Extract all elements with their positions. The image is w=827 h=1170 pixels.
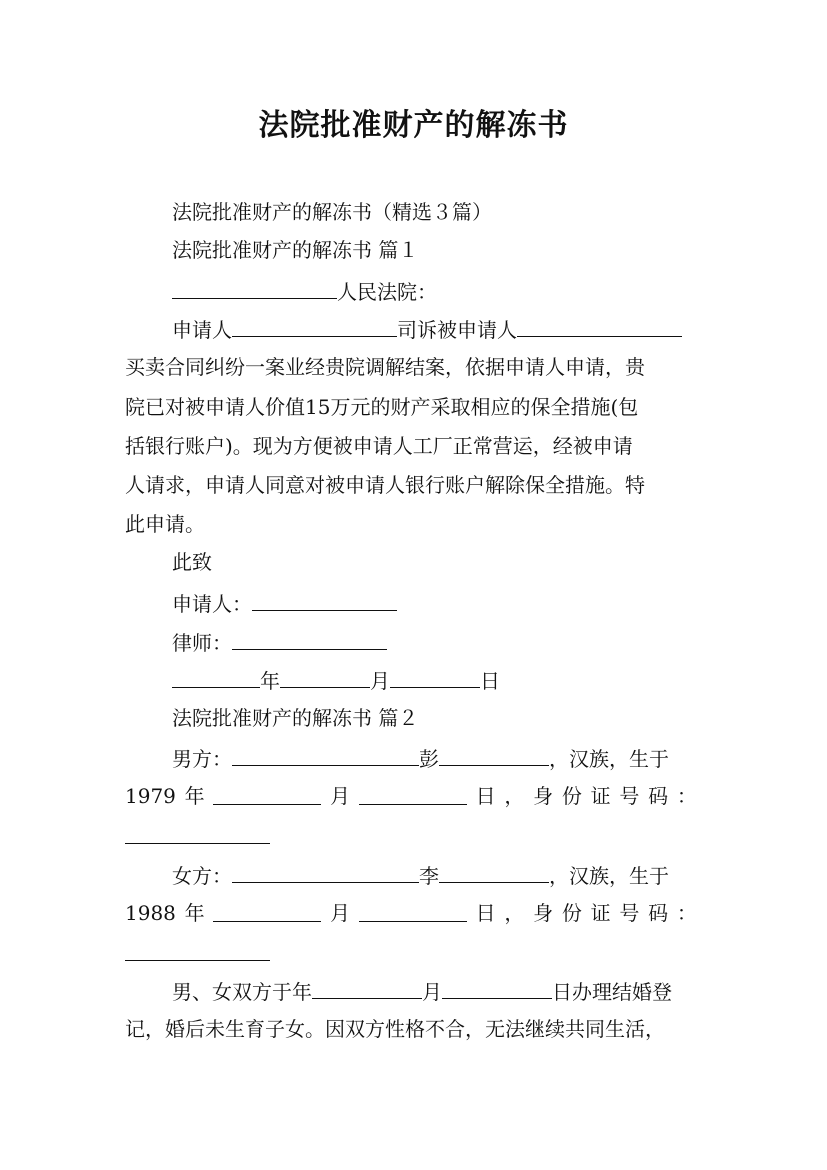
man-id-char: 身 <box>533 784 554 808</box>
sign-applicant-blank[interactable] <box>252 592 397 611</box>
woman-birth-line <box>125 903 697 923</box>
man-month-blank[interactable] <box>213 786 321 805</box>
woman-id-char: 号 <box>619 901 640 925</box>
woman-month-blank[interactable] <box>213 903 321 922</box>
intro-line: 法院批准财产的解冻书（精选３篇） <box>172 200 492 224</box>
man-year-label: 年 <box>184 784 205 808</box>
woman-year-value: 1988 <box>125 901 176 925</box>
woman-name-blank[interactable] <box>232 864 419 883</box>
woman-day-blank[interactable] <box>359 903 467 922</box>
woman-line <box>172 864 752 886</box>
marriage-month-label: 月 <box>422 980 442 1004</box>
man-ethnic-born: ，汉族，生于 <box>549 747 669 771</box>
marriage-text: 男、女双方于年 <box>172 980 312 1004</box>
man-surname: 彭 <box>419 747 439 771</box>
sign-applicant-line <box>172 592 752 614</box>
month-label: 月 <box>370 669 390 693</box>
body-line-2: 买卖合同纠纷一案业经贵院调解结案，依据申请人申请，贵 <box>125 355 645 379</box>
sign-applicant-label: 申请人： <box>172 592 252 616</box>
court-blank[interactable] <box>172 280 337 299</box>
lawyer-line <box>172 631 752 653</box>
man-id-line <box>125 825 705 847</box>
part2-heading: 法院批准财产的解冻书 篇２ <box>172 706 419 730</box>
year-blank[interactable] <box>172 669 260 688</box>
woman-surname: 李 <box>419 864 439 888</box>
man-day-label: 日 <box>475 784 496 808</box>
marriage-line-2: 记，婚后未生育子女。因双方性格不合，无法继续共同生活， <box>125 1017 665 1041</box>
woman-id-line <box>125 942 705 964</box>
applicant-line <box>172 318 752 340</box>
man-id-char: ， <box>504 784 525 808</box>
man-line <box>172 747 752 769</box>
applicant-label-inline: 申请人 <box>172 318 232 342</box>
date-line <box>172 669 752 691</box>
marriage-day-text: 日办理结婚登 <box>552 980 672 1004</box>
lawyer-blank[interactable] <box>232 631 387 650</box>
day-blank[interactable] <box>390 669 480 688</box>
woman-ethnic-born: ，汉族，生于 <box>549 864 669 888</box>
man-name-blank-2[interactable] <box>439 747 549 766</box>
man-label: 男方： <box>172 747 232 771</box>
day-label: 日 <box>480 669 500 693</box>
man-month-label: 月 <box>330 784 351 808</box>
marriage-month-blank[interactable] <box>312 980 422 999</box>
man-name-blank[interactable] <box>232 747 419 766</box>
woman-id-char: 份 <box>561 901 582 925</box>
applicant-blank[interactable] <box>232 318 397 337</box>
man-id-char: 证 <box>590 784 611 808</box>
man-id-blank[interactable] <box>125 825 270 844</box>
year-label: 年 <box>260 669 280 693</box>
woman-id-char: 码 <box>648 901 669 925</box>
document-title: 法院批准财产的解冻书 <box>258 108 569 143</box>
man-birth-line <box>125 786 697 806</box>
woman-id-char: 证 <box>590 901 611 925</box>
court-label: 人民法院： <box>337 280 437 304</box>
body-line-4: 括银行账户)。现为方便被申请人工厂正常营运，经被申请 <box>125 434 633 458</box>
woman-id-char: ， <box>504 901 525 925</box>
man-day-blank[interactable] <box>359 786 467 805</box>
man-id-char: ： <box>676 784 697 808</box>
man-id-char: 号 <box>619 784 640 808</box>
woman-day-label: 日 <box>475 901 496 925</box>
woman-id-char: ： <box>676 901 697 925</box>
woman-year-label: 年 <box>184 901 205 925</box>
salute-line: 此致 <box>172 550 212 574</box>
man-id-char: 份 <box>561 784 582 808</box>
month-blank[interactable] <box>280 669 370 688</box>
woman-month-label: 月 <box>330 901 351 925</box>
body-line-5: 人请求，申请人同意对被申请人银行账户解除保全措施。特 <box>125 473 645 497</box>
man-id-char: 码 <box>648 784 669 808</box>
woman-label: 女方： <box>172 864 232 888</box>
woman-id-char: 身 <box>533 901 554 925</box>
part1-heading: 法院批准财产的解冻书 篇１ <box>172 238 419 262</box>
body-line-6: 此申请。 <box>125 512 205 536</box>
marriage-line-1 <box>172 980 752 1002</box>
lawyer-label: 律师： <box>172 631 232 655</box>
court-line <box>172 280 752 302</box>
respondent-blank[interactable] <box>517 318 682 337</box>
woman-id-blank[interactable] <box>125 942 270 961</box>
body-line-3: 院已对被申请人价值15万元的财产采取相应的保全措施(包 <box>125 395 639 419</box>
man-year-value: 1979 <box>125 784 176 808</box>
woman-name-blank-2[interactable] <box>439 864 549 883</box>
marriage-day-blank[interactable] <box>442 980 552 999</box>
sue-label: 司诉被申请人 <box>397 318 517 342</box>
